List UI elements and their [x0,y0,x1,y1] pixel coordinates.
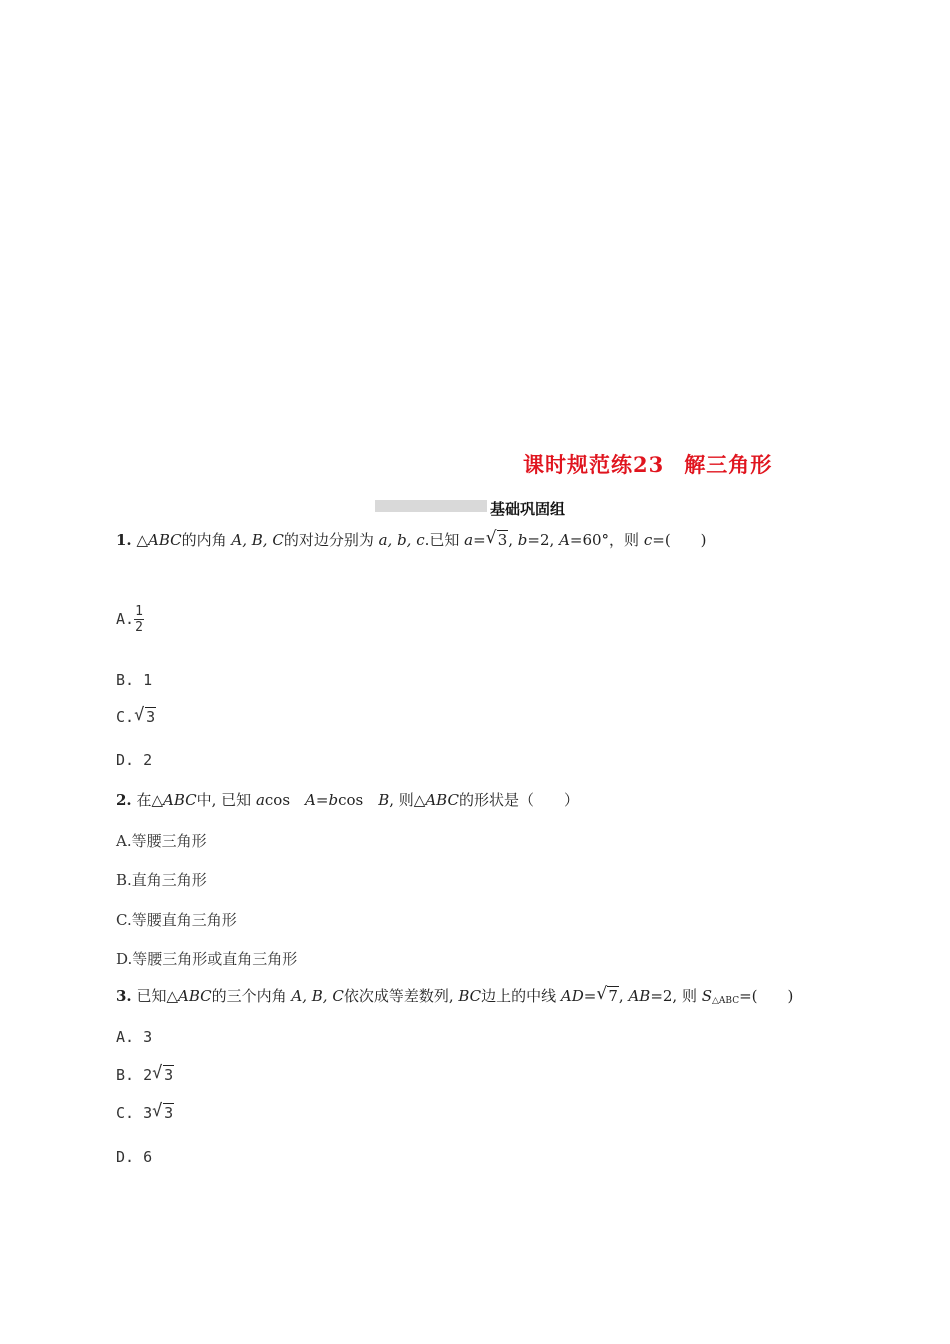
q-text: .已知 [424,531,465,549]
q-text: 的对边分别为 [283,531,379,549]
q-text: 在△ [136,791,163,809]
section-bar [375,500,487,512]
option-text: A.等腰三角形 [116,832,207,850]
option-text: D.等腰三角形或直角三角形 [116,950,298,968]
page-title [523,449,772,479]
fraction [134,604,144,635]
option-2d [116,948,297,969]
q-text: =( ) [652,531,707,549]
q-text: =60°，则 [569,531,644,549]
q-text: A [559,531,570,549]
q-text: b [328,791,339,809]
option-1a [116,604,144,635]
q-text: BC [458,987,482,1005]
q-text: 已知△ [136,987,178,1005]
sqrt-expression: √ 3 [485,528,508,549]
option-3c [116,1101,174,1122]
option-1d: D. 2 [116,751,153,769]
question-2 [116,789,579,810]
option-2a [116,830,207,851]
sqrt-expression: √ 3 [152,1101,174,1122]
option-label: C. 3 [116,1104,153,1122]
subscript: △ABC [712,996,740,1006]
q-text: 中, 已知 [196,791,256,809]
sqrt-value: 3 [164,1104,174,1122]
title-main: 课时规范练23 [523,452,665,477]
sqrt-expression: √ 7 [596,984,618,1005]
q-text: ABC [163,791,197,809]
option-3b [116,1063,174,1084]
q-text: , 则△ [389,791,426,809]
q-text: 的内角 [181,531,232,549]
q-text: cos [264,791,306,809]
option-label: A. [116,610,135,628]
sqrt-value: 3 [146,708,156,726]
q-text: 边上的中线 [481,987,561,1005]
q-text: b [517,531,528,549]
option-1b: B. 1 [116,671,153,689]
option-label: B. 2 [116,1066,153,1084]
q-text: A [305,791,316,809]
q-text: a [464,531,474,549]
q-text: = [315,791,329,809]
q-text: a [255,791,265,809]
q-text: cos [338,791,379,809]
q-text: =( ) [739,987,794,1005]
q-text: AD [560,987,584,1005]
question-1 [116,529,707,550]
q-text: B [378,791,390,809]
question-3 [116,985,793,1006]
question-number: 3. [116,987,132,1005]
option-2c [116,909,237,930]
q-text: 的形状是（ ） [458,791,579,809]
q-text: , [508,531,518,549]
q-text: = [583,987,597,1005]
q-text: AB [628,987,651,1005]
q-text: S [701,987,713,1005]
q-text: A, B, C [231,531,284,549]
option-2b [116,869,207,890]
sqrt-expression: √ 3 [134,705,156,726]
q-text: , [618,987,629,1005]
option-text: C.等腰直角三角形 [116,911,237,929]
question-number: 2. [116,791,132,809]
q-text: ABC [148,531,182,549]
sqrt-expression: √ 3 [152,1063,174,1084]
option-1c [116,705,156,726]
q-text: a, b, c [378,531,425,549]
q-text: A, B, C [291,987,344,1005]
q-text: ABC [178,987,212,1005]
q-text: 依次成等差数列, [343,987,459,1005]
option-3d: D. 6 [116,1148,153,1166]
numerator: 1 [135,604,143,619]
q-text: ABC [425,791,459,809]
question-number: 1. [116,531,132,549]
denominator: 2 [135,620,143,635]
sqrt-value: 7 [608,987,618,1005]
q-text: △ [136,531,148,549]
option-label: C. [116,708,135,726]
title-topic: 解三角形 [684,452,773,477]
sqrt-value: 3 [164,1066,174,1084]
q-text: =2, 则 [650,987,702,1005]
q-text: = [473,531,486,549]
q-text: 的三个内角 [211,987,292,1005]
section-label: 基础巩固组 [490,500,566,518]
option-text: B.直角三角形 [116,871,207,889]
sqrt-value: 3 [497,531,508,549]
q-text: c [643,531,653,549]
q-text: =2, [527,531,560,549]
option-3a: A. 3 [116,1028,153,1046]
